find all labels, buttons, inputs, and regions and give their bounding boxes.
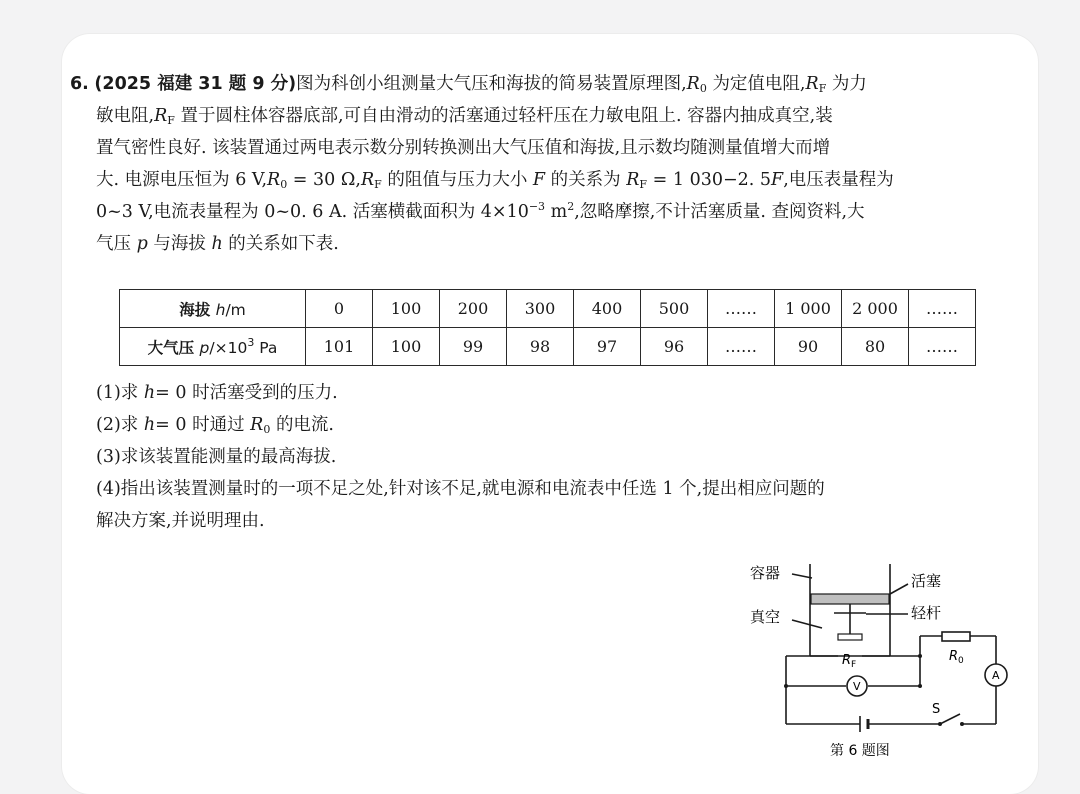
ammeter-label: A: [992, 669, 1000, 682]
question-number: 6.: [70, 74, 89, 94]
junction-dot: [784, 684, 788, 688]
symbol-r: R: [360, 170, 375, 190]
table-header-pressure: [120, 328, 306, 366]
stem-text: 0~3 V,电流表量程为 0~0. 6 A. 活塞横截面积为 4×10: [96, 202, 529, 222]
symbol-sub: 0: [280, 178, 288, 191]
label-container: 容器: [750, 564, 781, 582]
label-r0-sub: 0: [958, 656, 964, 666]
header-var: p: [199, 338, 210, 357]
stem-line-5: [70, 196, 1020, 228]
leader-container: [792, 574, 812, 578]
altitude-pressure-table: [119, 289, 976, 366]
stem-text: ,电压表量程为: [783, 170, 894, 190]
rf-sensor: [838, 634, 862, 640]
table-cell: 99: [440, 328, 507, 366]
junction-dot: [918, 654, 922, 658]
label-vacuum: 真空: [750, 608, 781, 626]
piston: [811, 594, 889, 604]
circuit-diagram: [730, 556, 1030, 765]
label-rod: 轻杆: [911, 604, 942, 622]
symbol-h: h: [143, 415, 156, 435]
table-row-altitude: [120, 290, 976, 328]
sub-q-text: 解决方案,并说明理由.: [96, 511, 265, 531]
stem-line-2: [70, 100, 1020, 132]
junction-dot: [918, 684, 922, 688]
symbol-f: F: [532, 170, 546, 190]
table-cell: 98: [507, 328, 574, 366]
sub-q-text: (4)指出该装置测量时的一项不足之处,针对该不足,就电源和电流表中任选 1 个,提出相应问题的: [96, 479, 825, 499]
table-cell: 100: [373, 290, 440, 328]
sub-question-1: [96, 377, 825, 409]
switch-contact: [960, 722, 964, 726]
stem-text: 的关系为: [550, 170, 621, 190]
symbol-sub: F: [374, 178, 382, 191]
figure-caption: 第 6 题图: [830, 743, 890, 759]
label-piston: 活塞: [911, 572, 942, 590]
voltmeter-label: V: [853, 680, 861, 693]
symbol-sub: F: [818, 82, 827, 95]
table-cell: 2 000: [842, 290, 909, 328]
stem-text: m: [545, 202, 568, 222]
table-cell: ……: [708, 328, 775, 366]
leader-vacuum: [792, 620, 822, 628]
label-rf-main: R: [842, 653, 852, 668]
sub-q-text: 的电流.: [275, 415, 335, 435]
header-unit: /m: [225, 300, 246, 319]
stem-text: 的阻值与压力大小: [387, 170, 528, 190]
table-cell: 90: [775, 328, 842, 366]
switch-label: S: [932, 702, 941, 717]
table-cell: 101: [306, 328, 373, 366]
table-cell: ……: [909, 328, 976, 366]
header-text: 大气压: [147, 338, 195, 357]
symbol-h: h: [211, 234, 223, 254]
table-cell: 100: [373, 328, 440, 366]
stem-text: 的关系如下表.: [228, 234, 339, 254]
symbol-r: R: [805, 74, 819, 94]
stem-line-1: [70, 68, 1020, 100]
header-var: h: [215, 300, 226, 319]
symbol-sub: F: [167, 114, 175, 127]
symbol-sub: 0: [699, 82, 707, 95]
stem-text: 为定值电阻,: [712, 74, 806, 94]
label-rf-sub: F: [851, 660, 857, 670]
symbol-f: F: [771, 170, 784, 190]
symbol-sub: F: [639, 178, 648, 191]
label-r0: [949, 649, 964, 666]
stem-text: 为力: [831, 74, 867, 94]
question-stem: [70, 68, 1020, 260]
table-cell: 1 000: [775, 290, 842, 328]
symbol-r: R: [626, 170, 640, 190]
leader-piston: [890, 584, 908, 594]
switch-blade: [940, 714, 960, 724]
header-unit: Pa: [254, 338, 278, 357]
table-cell: ……: [708, 290, 775, 328]
sub-q-text: (1)求: [96, 383, 139, 403]
table-cell: 80: [842, 328, 909, 366]
sub-q-text: = 0 时通过: [155, 415, 245, 435]
exponent: 2: [567, 200, 575, 213]
sub-q-text: (3)求该装置能测量的最高海拔.: [96, 447, 337, 467]
symbol-h: h: [143, 383, 156, 403]
header-text: 海拔: [179, 300, 211, 319]
question-source: (2025 福建 31 题 9 分): [94, 74, 297, 94]
circuit-figure: [730, 556, 1030, 765]
table-cell: 500: [641, 290, 708, 328]
stem-text: 图为科创小组测量大气压和海拔的简易装置原理图,: [296, 74, 687, 94]
stem-text: = 1 030−2. 5: [652, 170, 772, 190]
stem-text: ,忽略摩擦,不计活塞质量. 查阅资料,大: [574, 202, 865, 222]
stem-text: 置于圆柱体容器底部,可自由滑动的活塞通过轻杆压在力敏电阻上. 容器内抽成真空,装: [180, 106, 833, 126]
stem-line-6: [70, 228, 1020, 260]
symbol-r: R: [154, 106, 168, 126]
sub-question-4: [96, 473, 825, 505]
table-cell: ……: [909, 290, 976, 328]
stem-text: 置气密性良好. 该装置通过两电表示数分别转换测出大气压值和海拔,且示数均随测量值增大而增: [96, 138, 831, 158]
stem-text: 与海拔: [153, 234, 206, 254]
header-exp: 3: [247, 335, 255, 349]
stem-line-3: [70, 132, 1020, 164]
stem-text: = 30 Ω,: [292, 170, 361, 190]
stem-text: 大. 电源电压恒为 6 V,: [96, 170, 268, 190]
sub-question-2: [96, 409, 825, 441]
table-cell: 400: [574, 290, 641, 328]
switch-pivot: [938, 722, 942, 726]
header-unit: /×10: [209, 338, 248, 357]
symbol-p: p: [136, 234, 148, 254]
exponent: −3: [528, 200, 546, 213]
sub-question-4-cont: [96, 505, 825, 537]
symbol-r: R: [686, 74, 700, 94]
table-header-altitude: [120, 290, 306, 328]
sub-question-3: [96, 441, 825, 473]
sub-q-text: = 0 时活塞受到的压力.: [155, 383, 338, 403]
table-cell: 0: [306, 290, 373, 328]
table-cell: 96: [641, 328, 708, 366]
symbol-r: R: [267, 170, 281, 190]
r0-resistor: [942, 632, 970, 641]
stem-text: 气压: [96, 234, 131, 254]
symbol-r: R: [250, 415, 264, 435]
table-cell: 200: [440, 290, 507, 328]
table-cell: 97: [574, 328, 641, 366]
table-row-pressure: [120, 328, 976, 366]
table-cell: 300: [507, 290, 574, 328]
sub-q-text: (2)求: [96, 415, 139, 435]
stem-text: 敏电阻,: [96, 106, 155, 126]
sub-questions: [96, 377, 825, 537]
stem-line-4: [70, 164, 1020, 196]
label-r0-main: R: [949, 649, 959, 664]
symbol-sub: 0: [263, 423, 271, 436]
